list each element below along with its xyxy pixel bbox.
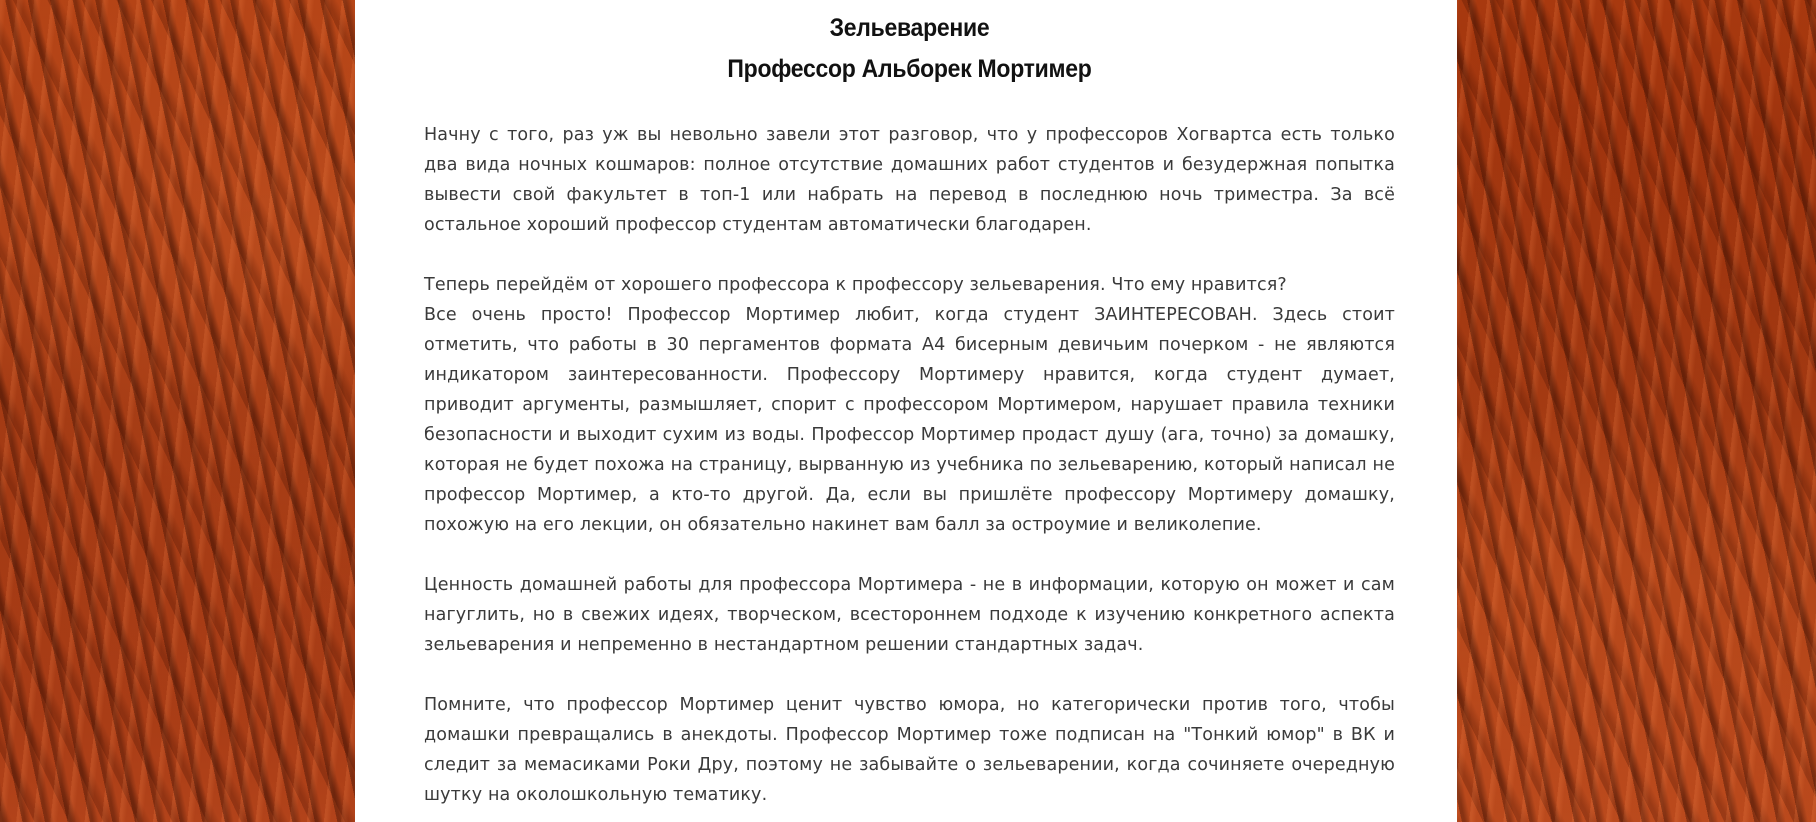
page-subtitle: Профессор Альборек Мортимер: [727, 55, 1092, 83]
paragraph-interest: Все очень просто! Профессор Мортимер любит, когда студент ЗАИНТЕРЕСОВАН. Здесь стоит отметить, что работы в 30 пергаментов формата А4 бисерным девичьим почерком - не являются индикатором заинтересованности. Профессору Мортимеру нравится, когда студент думает, приводит аргументы, размышляет, спорит с профессором Мортимером, нарушает правила техники безопасности и выходит сухим из воды. Профессор Мортимер продаст душу (ага, точно) за домашку, которая не будет похожа на страницу, вырванную из учебника по зельеварению, который написал не профессор Мортимер, а кто-то другой. Да, если вы пришлёте профессору Мортимеру домашку, похожую на его лекции, он обязательно накинет вам балл за остроумие и великолепие.: [424, 305, 1395, 535]
paragraph-spacer: [424, 660, 1395, 690]
paragraph-question: Теперь перейдём от хорошего профессора к профессору зельеварения. Что ему нравится?: [424, 275, 1287, 295]
paragraph-value: Ценность домашней работы для профессора Мортимера - не в информации, которую он может и сам нагуглить, но в свежих идеях, творческом, всестороннем подходе к изучению конкретного аспекта зельеварения и непременно в нестандартном решении стандартных задач.: [424, 575, 1395, 655]
paragraph-spacer: [424, 540, 1395, 570]
page-title: Зельеварение: [829, 14, 990, 42]
paragraph-intro: Начну с того, раз уж вы невольно завели этот разговор, что у профессоров Хогвартса есть только два вида ночных кошмаров: полное отсутствие домашних работ студентов и безудержная попытка вывести свой факультет в топ-1 или набрать на перевод в последнюю ночь триместра. За всё остальное хороший профессор студентам автоматически благодарен.: [424, 125, 1395, 235]
article-header: [424, 8, 1395, 90]
paragraph-spacer: [424, 240, 1395, 270]
paragraph-humor: Помните, что профессор Мортимер ценит чувство юмора, но категорически против того, чтобы домашки превращались в анекдоты. Профессор Мортимер тоже подписан на "Тонкий юмор" в ВК и следит за мемасиками Роки Дру, поэтому не забывайте о зельеварении, когда сочиняете очередную шутку на околошкольную тематику.: [424, 695, 1395, 805]
article-body: [424, 120, 1395, 810]
content-panel: [355, 0, 1457, 822]
